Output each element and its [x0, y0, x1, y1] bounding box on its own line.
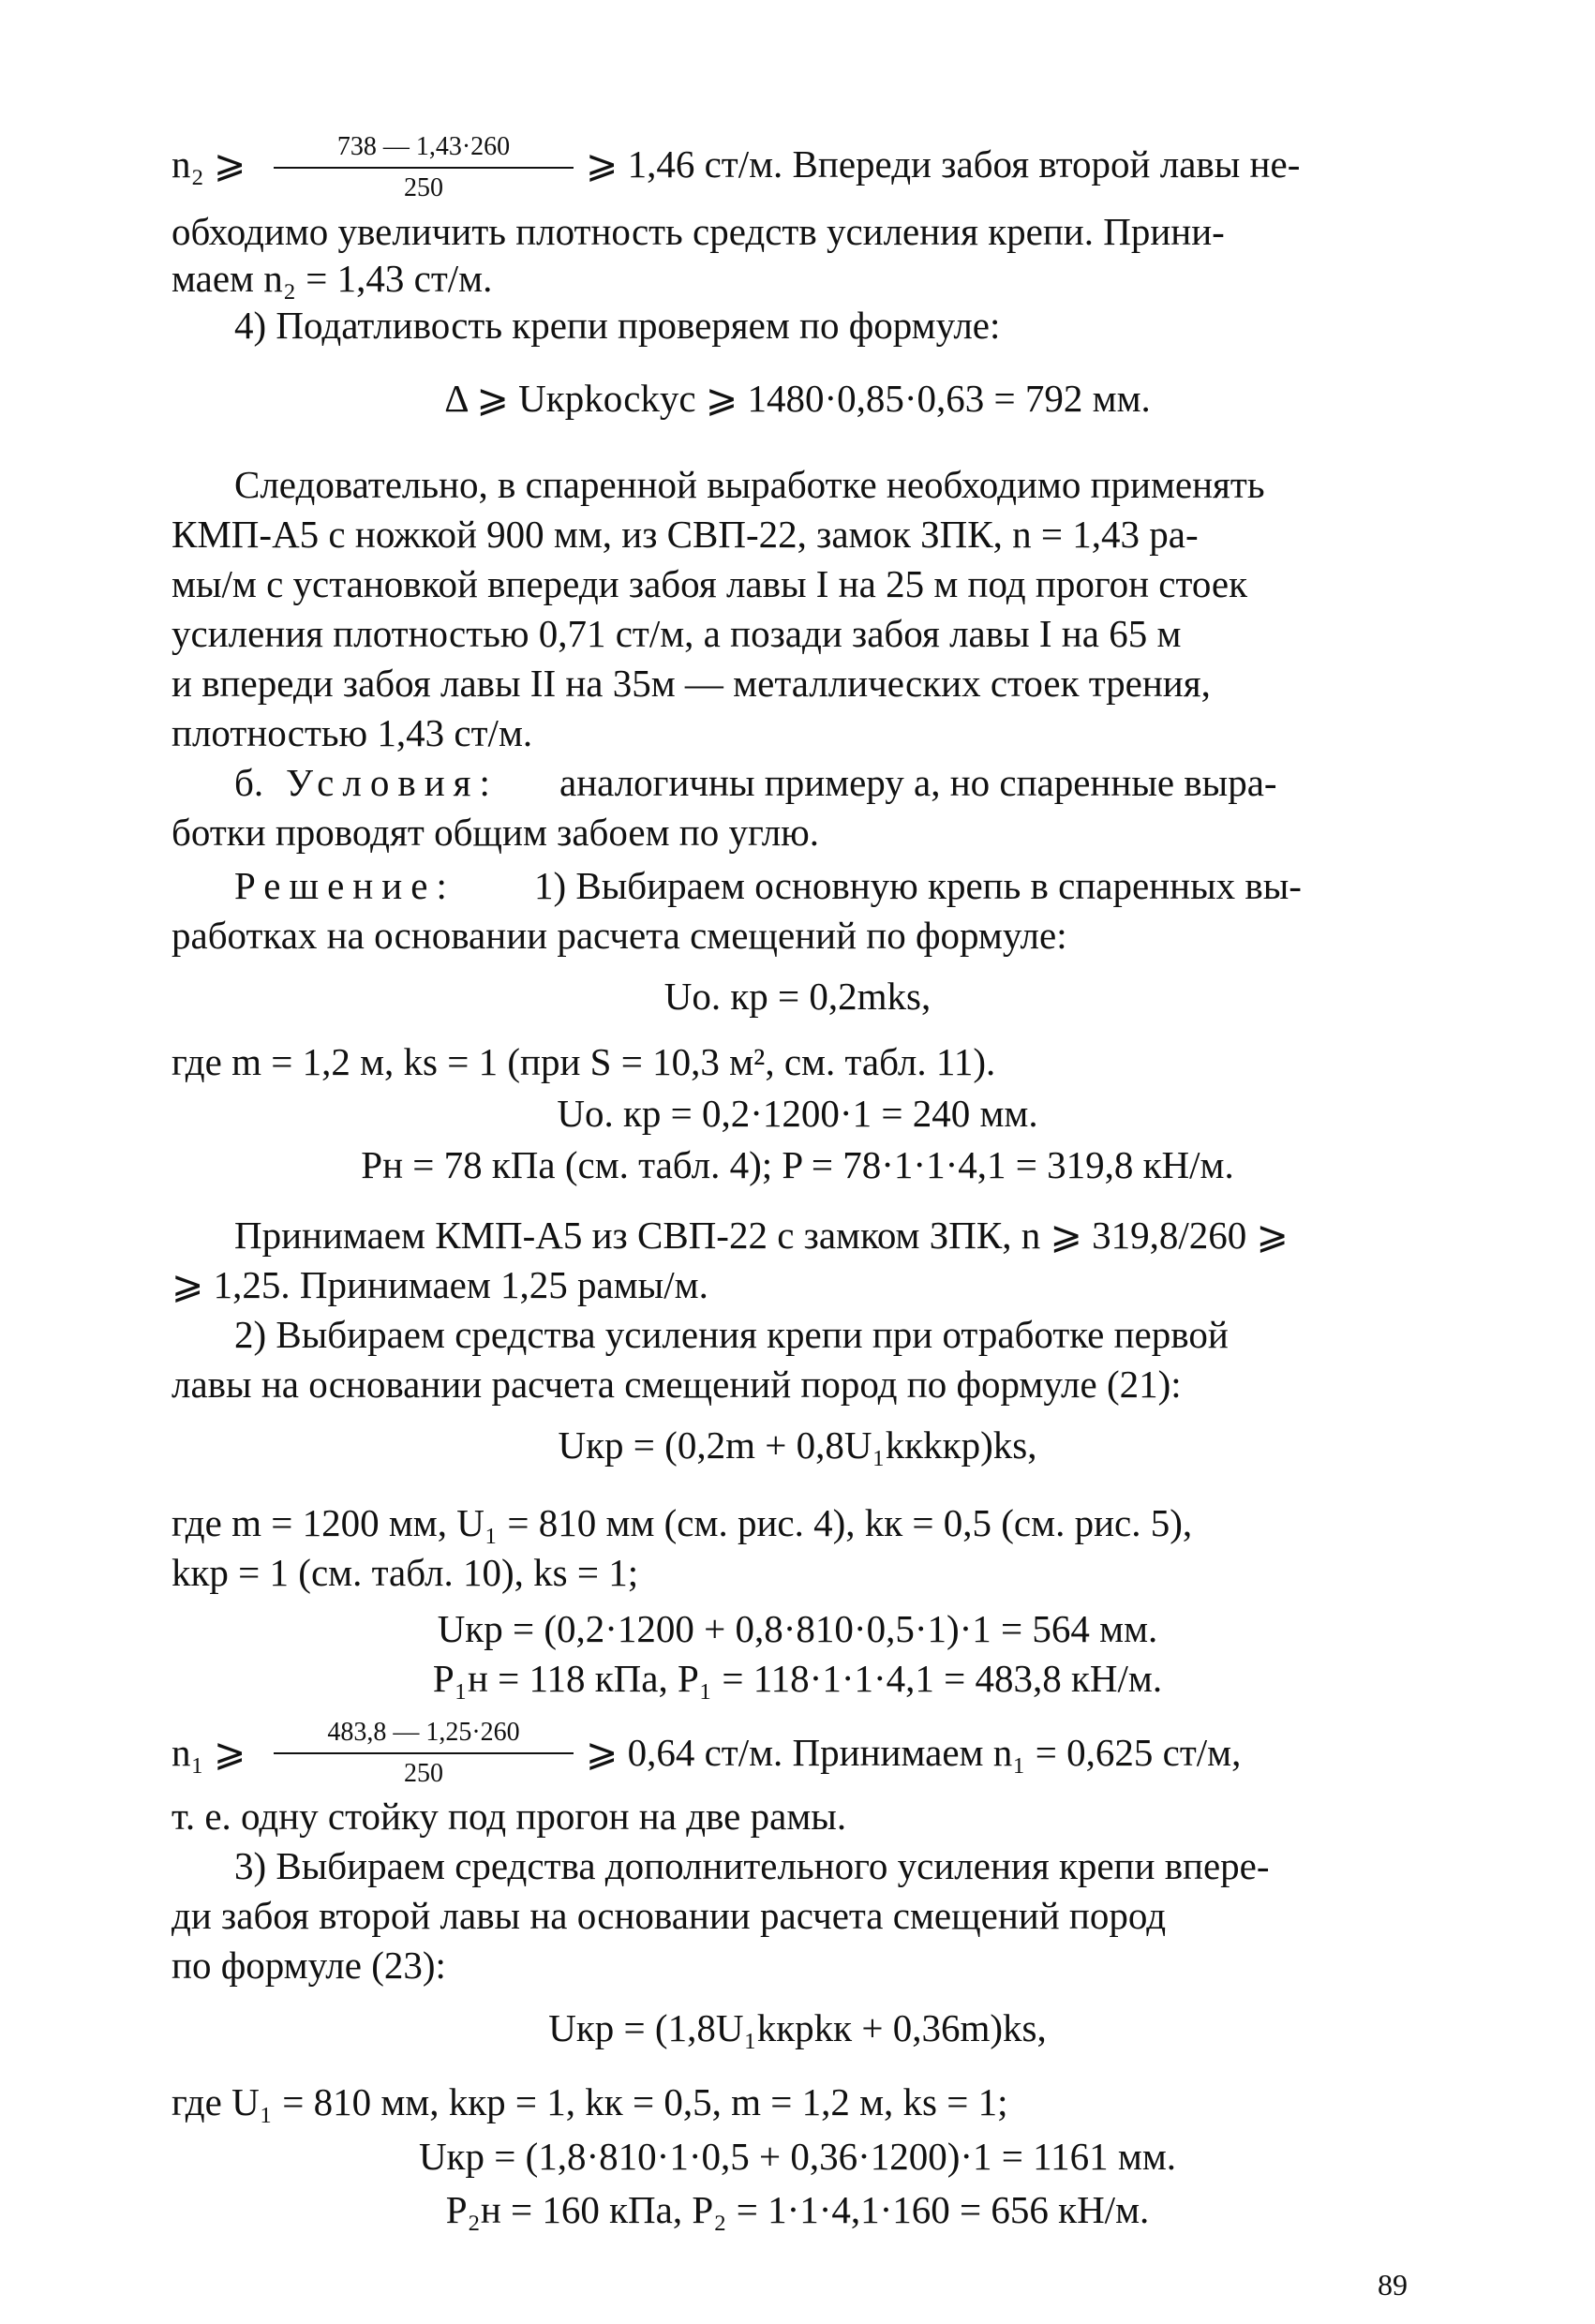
text-line: ⩾ 1,46 ст/м. Впереди забоя второй лавы не- — [586, 142, 1301, 186]
text-line: ботки проводят общим забоем по углю. — [171, 811, 820, 854]
spaced-heading: Условия: — [286, 761, 499, 804]
text-line: аналогичны примеру а, но спаренные выра- — [559, 761, 1277, 804]
text-line: 4) Податливость крепи проверяем по формуле: — [234, 304, 1001, 347]
text-line: лавы на основании расчета смещений пород по формуле (21): — [171, 1363, 1182, 1406]
spaced-heading: Решение: — [234, 864, 455, 907]
text-line: Следовательно, в спаренной выработке необходимо применять — [234, 463, 1265, 506]
text-line: и впереди забоя лавы II на 35м — металлических стоек трения, — [171, 662, 1211, 705]
formula: Uкр = (0,2·1200 + 0,8·810·0,5·1)·1 = 564 мм. — [437, 1607, 1158, 1650]
fraction-bar — [274, 1752, 574, 1754]
formula: Uкр = (1,8U₁kкрkк + 0,36m)ks, — [548, 2006, 1047, 2049]
text-line: 1) Выбираем основную крепь в спаренных вы- — [534, 864, 1302, 907]
paragraph-label: б. — [234, 761, 264, 804]
text-line: мы/м с установкой впереди забоя лавы I на 25 м под прогон стоек — [171, 562, 1247, 605]
text-line: по формуле (23): — [171, 1944, 446, 1987]
fraction-denominator: 250 — [404, 1759, 443, 1788]
fraction-denominator: 250 — [404, 173, 443, 202]
text-line: Принимаем КМП-А5 из СВП-22 с замком ЗПК, n ⩾ 319,8/260 ⩾ — [234, 1214, 1289, 1257]
fraction-numerator: 483,8 — 1,25·260 — [327, 1718, 520, 1747]
text-line: где U₁ = 810 мм, kкр = 1, kк = 0,5, m = 1,2 м, ks = 1; — [171, 2080, 1008, 2123]
text-line: 3) Выбираем средства дополнительного усиления крепи впере- — [234, 1844, 1270, 1887]
formula: Pн = 78 кПа (см. табл. 4); P = 78·1·1·4,1 = 319,8 кН/м. — [361, 1143, 1234, 1186]
fraction-lhs: n₁ ⩾ — [171, 1731, 246, 1774]
formula: Δ ⩾ Uкрkосkус ⩾ 1480·0,85·0,63 = 792 мм. — [444, 377, 1151, 420]
text-line: kкр = 1 (см. табл. 10), ks = 1; — [171, 1551, 639, 1594]
text-line: маем n₂ = 1,43 ст/м. — [171, 257, 493, 300]
formula: Uкр = (1,8·810·1·0,5 + 0,36·1200)·1 = 1161 мм. — [418, 2135, 1177, 2178]
text-line: ⩾ 0,64 ст/м. Принимаем n₁ = 0,625 ст/м, — [586, 1731, 1242, 1774]
text-line: ди забоя второй лавы на основании расчета смещений пород — [171, 1894, 1167, 1937]
text-line: усиления плотностью 0,71 ст/м, а позади забоя лавы I на 65 м — [171, 612, 1182, 655]
fraction-lhs: n₂ ⩾ — [171, 142, 246, 186]
text-line: работках на основании расчета смещений по формуле: — [171, 914, 1067, 957]
formula: Uкр = (0,2m + 0,8U₁kкkкр)ks, — [558, 1423, 1037, 1467]
fraction-bar — [274, 167, 574, 169]
formula: P₂н = 160 кПа, P₂ = 1·1·4,1·160 = 656 кН/м. — [445, 2188, 1150, 2231]
text-line: КМП-А5 с ножкой 900 мм, из СВП-22, замок ЗПК, n = 1,43 ра- — [171, 513, 1199, 556]
text-line: где m = 1200 мм, U₁ = 810 мм (см. рис. 4), kк = 0,5 (см. рис. 5), — [171, 1501, 1193, 1544]
text-line: плотностью 1,43 ст/м. — [171, 711, 533, 754]
text-line: ⩾ 1,25. Принимаем 1,25 рамы/м. — [171, 1263, 708, 1306]
text-line: где m = 1,2 м, ks = 1 (при S = 10,3 м², см. табл. 11). — [171, 1040, 996, 1083]
page-number: 89 — [1378, 2268, 1408, 2302]
formula: Uо. кр = 0,2·1200·1 = 240 мм. — [557, 1092, 1038, 1135]
text-line: 2) Выбираем средства усиления крепи при отработке первой — [234, 1313, 1229, 1356]
text-line: т. е. одну стойку под прогон на две рамы. — [171, 1795, 847, 1838]
fraction-numerator: 738 — 1,43·260 — [336, 132, 511, 161]
formula: P₁н = 118 кПа, P₁ = 118·1·1·4,1 = 483,8 кН/м. — [432, 1657, 1163, 1700]
text-line: обходимо увеличить плотность средств усиления крепи. Прини- — [171, 210, 1225, 253]
formula: Uо. кр = 0,2mks, — [663, 975, 932, 1018]
